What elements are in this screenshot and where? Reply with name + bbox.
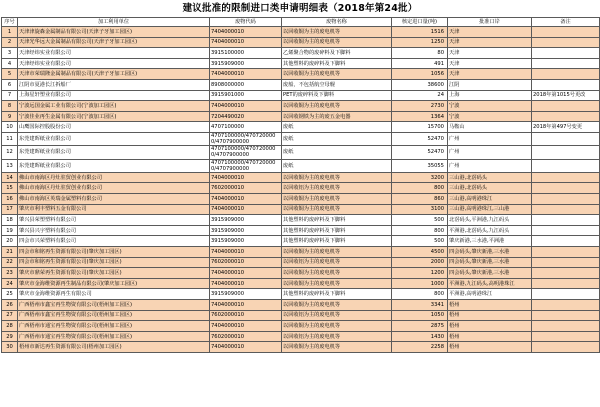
cell-code: 7404000010: [210, 101, 282, 112]
cell-port: 梧州: [448, 321, 532, 332]
cell-unit: 天津市荣瑞隆金属制品有限公司(天津子牙加工园区): [18, 69, 210, 80]
cell-note: [532, 101, 600, 112]
cell-port: 肇庆新港,三水港,平洲港: [448, 236, 532, 247]
cell-qty: 3341: [392, 299, 448, 310]
cell-note: [532, 79, 600, 90]
table-row: [2, 122, 600, 133]
cell-port: 三山港,北滘码头: [448, 172, 532, 183]
col-header-code: 废物代码: [210, 18, 282, 27]
cell-qty: 1364: [392, 111, 448, 122]
cell-note: [532, 27, 600, 38]
table-row: [2, 58, 600, 69]
cell-qty: 1200: [392, 268, 448, 279]
cell-unit: 四会市兴荣塑料有限公司: [18, 236, 210, 247]
cell-qty: 4500: [392, 246, 448, 257]
table-row: [2, 183, 600, 194]
table-row: [2, 146, 600, 159]
cell-unit: 肇兴县荣塑塑料有限公司: [18, 215, 210, 226]
table-row: [2, 236, 600, 247]
cell-no: 21: [2, 246, 18, 257]
cell-name: 以回收铜为主的废电机等: [282, 37, 392, 48]
cell-note: [532, 278, 600, 289]
cell-port: 广州: [448, 146, 532, 159]
cell-no: 17: [2, 204, 18, 215]
cell-unit: 广西梧州市通宝再生物资有限公司(梧州加工园区): [18, 321, 210, 332]
cell-name: 以回收铜为主的废电机等: [282, 27, 392, 38]
cell-port: 天津: [448, 58, 532, 69]
col-header-name: 废物名称: [282, 18, 392, 27]
cell-qty: 15700: [392, 122, 448, 133]
cell-port: 三山港,高明港珠江: [448, 194, 532, 205]
table-row: [2, 37, 600, 48]
cell-note: [532, 310, 600, 321]
table-row: [2, 132, 600, 145]
cell-name: 以回收铜为主的废电机等: [282, 268, 392, 279]
cell-note: [532, 69, 600, 80]
cell-qty: 35055: [392, 159, 448, 172]
cell-qty: 2000: [392, 257, 448, 268]
cell-qty: 1516: [392, 27, 448, 38]
cell-code: 7404000010: [210, 246, 282, 257]
cell-port: 梧州: [448, 331, 532, 342]
table-row: [2, 204, 600, 215]
cell-no: 7: [2, 90, 18, 101]
cell-no: 1: [2, 27, 18, 38]
cell-code: 7404000010: [210, 37, 282, 48]
cell-port: 天津: [448, 48, 532, 59]
cell-note: [532, 111, 600, 122]
cell-no: 15: [2, 183, 18, 194]
cell-qty: 80: [392, 48, 448, 59]
cell-name: 废纸: [282, 122, 392, 133]
header-row: [2, 18, 600, 27]
cell-no: 24: [2, 278, 18, 289]
cell-qty: 500: [392, 236, 448, 247]
table-row: [2, 90, 600, 101]
cell-name: 以回收铝为主的废电机等: [282, 331, 392, 342]
cell-note: [532, 236, 600, 247]
cell-code: 7404000010: [210, 69, 282, 80]
cell-no: 11: [2, 132, 18, 145]
cell-code: 7602000010: [210, 183, 282, 194]
cell-note: [532, 215, 600, 226]
cell-port: 平洲港,九江码头,高明港珠江: [448, 278, 532, 289]
cell-port: 天津: [448, 69, 532, 80]
col-header-port: 批准口岸: [448, 18, 532, 27]
cell-code: 3915909000: [210, 215, 282, 226]
cell-no: 14: [2, 172, 18, 183]
cell-no: 4: [2, 58, 18, 69]
cell-qty: 24: [392, 90, 448, 101]
cell-no: 10: [2, 122, 18, 133]
col-header-note: 备注: [532, 18, 600, 27]
cell-code: 7602000010: [210, 257, 282, 268]
cell-no: 6: [2, 79, 18, 90]
cell-no: 13: [2, 159, 18, 172]
application-table: [1, 17, 600, 353]
cell-qty: 3100: [392, 204, 448, 215]
cell-note: [532, 257, 600, 268]
cell-port: 天津: [448, 27, 532, 38]
cell-port: 广州: [448, 159, 532, 172]
cell-port: 江阴: [448, 79, 532, 90]
cell-qty: 2730: [392, 101, 448, 112]
cell-name: 废纸: [282, 159, 392, 172]
cell-note: [532, 268, 600, 279]
cell-qty: 800: [392, 225, 448, 236]
cell-name: 以回收钢铁为主的废五金电器: [282, 111, 392, 122]
cell-note: [532, 299, 600, 310]
cell-code: 7404000010: [210, 194, 282, 205]
cell-no: 18: [2, 215, 18, 226]
cell-code: 7602000010: [210, 310, 282, 321]
table-row: [2, 27, 600, 38]
table-row: [2, 310, 600, 321]
cell-port: 四会码头,肇庆新港,三水港: [448, 246, 532, 257]
cell-unit: 佛山市南海区英瑞金属塑料有限公司: [18, 194, 210, 205]
cell-unit: 东莞建晖纸业有限公司: [18, 159, 210, 172]
cell-port: 梧州: [448, 299, 532, 310]
table-row: [2, 278, 600, 289]
cell-port: 梧州: [448, 342, 532, 353]
cell-name: 以回收铜为主的废电机等: [282, 342, 392, 353]
cell-unit: 广西梧州市通宝再生物资有限公司(梧州加工园区): [18, 331, 210, 342]
table-row: [2, 172, 600, 183]
cell-no: 12: [2, 146, 18, 159]
cell-name: 废纸: [282, 146, 392, 159]
cell-qty: 2258: [392, 342, 448, 353]
cell-code: 3915909000: [210, 58, 282, 69]
cell-unit: 东莞建晖纸业有限公司: [18, 146, 210, 159]
cell-no: 25: [2, 289, 18, 300]
cell-qty: 52470: [392, 132, 448, 145]
cell-port: 天津: [448, 37, 532, 48]
cell-name: 其他塑料的废碎料及下脚料: [282, 215, 392, 226]
cell-name: 以回收铜为主的废电机等: [282, 246, 392, 257]
table-row: [2, 299, 600, 310]
cell-code: 7404000010: [210, 299, 282, 310]
cell-code: 7404000010: [210, 172, 282, 183]
cell-unit: 梧州市新达再生资源有限公司(梧州加工园区): [18, 342, 210, 353]
cell-no: 19: [2, 225, 18, 236]
cell-port: 平洲港,高明港珠江: [448, 289, 532, 300]
cell-code: 4707100000/4707200000/4707900000: [210, 146, 282, 159]
table-row: [2, 257, 600, 268]
table-row: [2, 101, 600, 112]
table-row: [2, 159, 600, 172]
cell-unit: 天津经纬实业有限公司: [18, 48, 210, 59]
cell-port: 平洲港,北滘码头,九江码头: [448, 225, 532, 236]
cell-name: 其他塑料的废碎料及下脚料: [282, 289, 392, 300]
table-row: [2, 342, 600, 353]
cell-code: 4707100000/4707200000/4707900000: [210, 159, 282, 172]
cell-port: 广州: [448, 132, 532, 145]
cell-note: [532, 289, 600, 300]
cell-qty: 800: [392, 183, 448, 194]
cell-code: 7204490020: [210, 111, 282, 122]
cell-qty: 491: [392, 58, 448, 69]
cell-port: 四会码头,肇庆新港,三水港: [448, 257, 532, 268]
cell-note: 2018年第497号变更: [532, 122, 600, 133]
cell-name: 废船，不包括航空母舰: [282, 79, 392, 90]
cell-name: 以回收铜为主的废电机等: [282, 172, 392, 183]
cell-no: 28: [2, 321, 18, 332]
cell-code: 4707100000/4707200000/4707900000: [210, 132, 282, 145]
cell-name: 以回收铜为主的废电机等: [282, 299, 392, 310]
cell-code: 3915909000: [210, 236, 282, 247]
cell-port: 宁波: [448, 101, 532, 112]
table-row: [2, 79, 600, 90]
cell-port: 三山港,北滘码头: [448, 183, 532, 194]
cell-code: 3915909000: [210, 225, 282, 236]
table-title: 建议批准的限制进口类申请明细表（2018年第24批）: [182, 3, 418, 14]
cell-unit: 上海星轩塑业有限公司: [18, 90, 210, 101]
cell-no: 27: [2, 310, 18, 321]
cell-note: [532, 172, 600, 183]
cell-note: [532, 159, 600, 172]
cell-name: 废纸: [282, 132, 392, 145]
cell-code: 3915100000: [210, 48, 282, 59]
cell-no: 9: [2, 111, 18, 122]
table-row: [2, 69, 600, 80]
cell-note: [532, 342, 600, 353]
cell-code: 7404000010: [210, 204, 282, 215]
cell-note: [532, 225, 600, 236]
cell-note: 2018年第1015号更改: [532, 90, 600, 101]
cell-name: 以回收铝为主的废电机等: [282, 310, 392, 321]
cell-name: 乙烯聚合物的废碎料及下脚料: [282, 48, 392, 59]
cell-qty: 1056: [392, 69, 448, 80]
cell-note: [532, 331, 600, 342]
cell-code: 7404000010: [210, 342, 282, 353]
cell-code: 7404000010: [210, 321, 282, 332]
cell-unit: 广西梧州市鑫宝再生物资有限公司(梧州加工园区): [18, 310, 210, 321]
cell-name: 其他塑料的废碎料及下脚料: [282, 236, 392, 247]
cell-qty: 1050: [392, 310, 448, 321]
cell-note: [532, 204, 600, 215]
cell-name: 以回收铜为主的废电机等: [282, 69, 392, 80]
table-row: [2, 215, 600, 226]
cell-port: 北滘码头,平洲港,九江码头: [448, 215, 532, 226]
cell-port: 上海: [448, 90, 532, 101]
cell-qty: 1430: [392, 331, 448, 342]
cell-unit: 江阴市夏港长江拆船厂: [18, 79, 210, 90]
cell-name: 以回收铜为主的废电机等: [282, 278, 392, 289]
cell-no: 23: [2, 268, 18, 279]
table-row: [2, 225, 600, 236]
cell-qty: 38600: [392, 79, 448, 90]
cell-code: 7404000010: [210, 268, 282, 279]
cell-code: 7404000010: [210, 278, 282, 289]
cell-qty: 860: [392, 194, 448, 205]
cell-port: 马鞍山: [448, 122, 532, 133]
cell-note: [532, 321, 600, 332]
cell-note: [532, 37, 600, 48]
cell-no: 30: [2, 342, 18, 353]
col-header-qty: 核定进口量(吨): [392, 18, 448, 27]
cell-unit: 肇庆市利丰塑料五金有限公司: [18, 204, 210, 215]
cell-code: 4707100000: [210, 122, 282, 133]
cell-name: 以回收铝为主的废电机等: [282, 257, 392, 268]
cell-name: 以回收铜为主的废电机等: [282, 101, 392, 112]
cell-port: 宁波: [448, 111, 532, 122]
cell-note: [532, 246, 600, 257]
col-header-no: 序号: [2, 18, 18, 27]
cell-qty: 1250: [392, 37, 448, 48]
cell-code: 8908000000: [210, 79, 282, 90]
cell-note: [532, 132, 600, 145]
table-row: [2, 111, 600, 122]
cell-name: 其他塑料的废碎料及下脚料: [282, 225, 392, 236]
cell-code: 3915909000: [210, 289, 282, 300]
cell-unit: 肇庆市金海维资源再生制品有限公司(肇庆加工园区): [18, 278, 210, 289]
cell-unit: 四会市和铭再生资源有限公司(肇庆加工园区): [18, 257, 210, 268]
cell-code: 7602000010: [210, 331, 282, 342]
table-row: [2, 321, 600, 332]
cell-name: 以回收铜为主的废电机等: [282, 321, 392, 332]
cell-port: 三山港,高明港珠江,三山港: [448, 204, 532, 215]
cell-qty: 800: [392, 289, 448, 300]
cell-note: [532, 58, 600, 69]
table-row: [2, 246, 600, 257]
cell-name: PET的废碎料及下脚料: [282, 90, 392, 101]
cell-note: [532, 146, 600, 159]
cell-name: 以回收铜为主的废电机等: [282, 204, 392, 215]
cell-code: 3915901000: [210, 90, 282, 101]
cell-unit: 天津光华远大金属制品有限公司(天津子牙加工园区): [18, 37, 210, 48]
cell-name: 以回收铜为主的废电机等: [282, 194, 392, 205]
cell-no: 2: [2, 37, 18, 48]
cell-unit: 肇庆市金海维资源再生有限公司: [18, 289, 210, 300]
cell-note: [532, 183, 600, 194]
table-row: [2, 194, 600, 205]
cell-no: 22: [2, 257, 18, 268]
cell-no: 8: [2, 101, 18, 112]
cell-qty: 3200: [392, 172, 448, 183]
cell-qty: 52470: [392, 146, 448, 159]
cell-qty: 500: [392, 215, 448, 226]
cell-unit: 天津经纬实业有限公司: [18, 58, 210, 69]
cell-unit: 广西梧州市鑫宝再生物资有限公司(梧州加工园区): [18, 299, 210, 310]
col-header-unit: 加工利用单位: [18, 18, 210, 27]
cell-qty: 2875: [392, 321, 448, 332]
table-row: [2, 331, 600, 342]
cell-no: 20: [2, 236, 18, 247]
cell-qty: 1000: [392, 278, 448, 289]
cell-unit: 宁波远国金属工业有限公司(宁波加工园区): [18, 101, 210, 112]
cell-code: 7404000010: [210, 27, 282, 38]
cell-name: 其他塑料的废碎料及下脚料: [282, 58, 392, 69]
cell-unit: 肇庆市鼎荣再生资源有限公司(肇庆加工园区): [18, 268, 210, 279]
cell-note: [532, 48, 600, 59]
cell-unit: 东莞建晖纸业有限公司: [18, 132, 210, 145]
cell-unit: 肇兴县兴宇塑料有限公司: [18, 225, 210, 236]
cell-port: 梧州: [448, 310, 532, 321]
cell-no: 26: [2, 299, 18, 310]
cell-no: 16: [2, 194, 18, 205]
cell-unit: 宁波佳业再生金属有限公司(宁波加工园区): [18, 111, 210, 122]
cell-note: [532, 194, 600, 205]
cell-unit: 山鹰国际控股股份公司: [18, 122, 210, 133]
cell-unit: 佛山市南海区丹灶驻贸创业有限公司: [18, 172, 210, 183]
cell-name: 以回收铝为主的废电机等: [282, 183, 392, 194]
table-row: [2, 289, 600, 300]
cell-unit: 佛山市南海区丹灶驻贸创业有限公司: [18, 183, 210, 194]
cell-port: 四会码头,肇庆新港,三水港: [448, 268, 532, 279]
cell-no: 5: [2, 69, 18, 80]
cell-no: 3: [2, 48, 18, 59]
table-row: [2, 268, 600, 279]
table-row: [2, 48, 600, 59]
cell-unit: 四会市和铭再生资源有限公司(肇庆加工园区): [18, 246, 210, 257]
cell-no: 29: [2, 331, 18, 342]
cell-unit: 天津津旋森金属制品有限公司(天津子牙加工园区): [18, 27, 210, 38]
